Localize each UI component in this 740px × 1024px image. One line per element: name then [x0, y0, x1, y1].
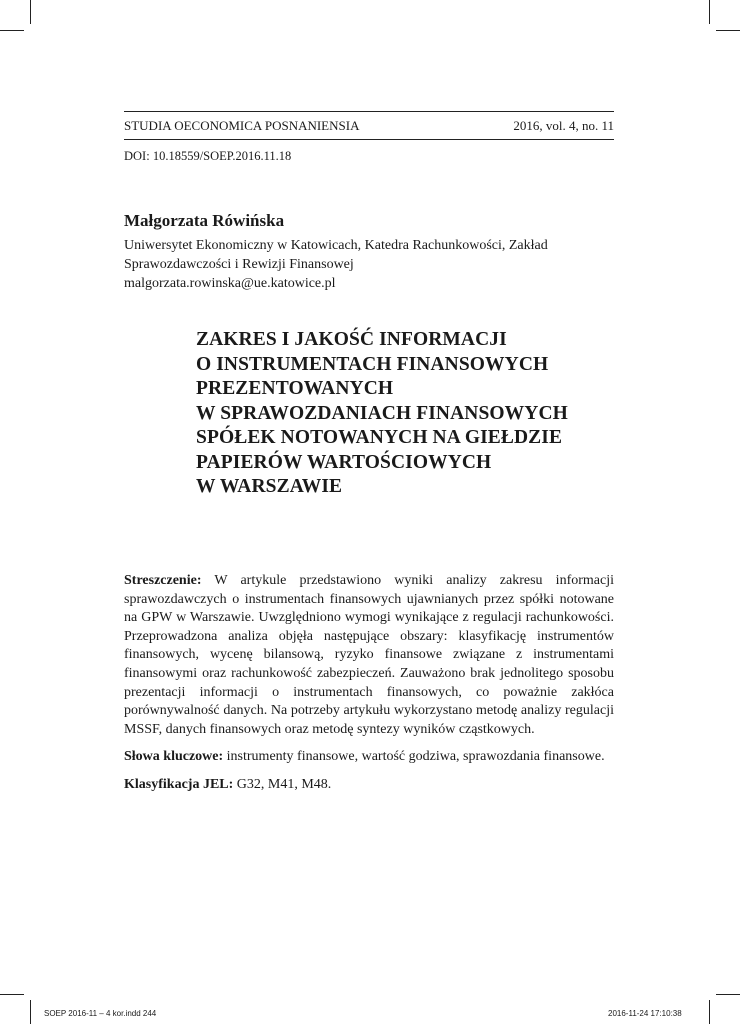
footer-timestamp: 2016-11-24 17:10:38	[608, 1009, 682, 1018]
crop-mark-bottom-left	[30, 1000, 31, 1024]
crop-mark-top-left	[30, 0, 31, 24]
jel-paragraph	[124, 776, 614, 795]
footer-file-info: SOEP 2016-11 – 4 kor.indd 244	[44, 1009, 157, 1018]
author-name: Małgorzata Rówińska	[124, 211, 285, 230]
abstract-text: W artykule przedstawiono wyniki analizy zakresu informacji sprawozdawczych o instrumentach finansowych ujawnianych przez spółki notowane na GPW w Warszawie. Uwzględniono wymogi wynikające z regulacji rachunkowości. Przeprowadzona analiza objęła następujące obszary: klasyfikację instrumentów finansowych, wycenę bilansową, ryzyko finansowe związane z instrumentami finansowymi oraz rachunkowość zabezpieczeń. Zauważono brak jednolitego sposobu prezentacji informacji o instrumentach finansowych, co poważnie zakłóca porównywalność danych. Na potrzeby artykułu wykorzystano metodę analizy regulacji MSSF, danych finansowych oraz metodę syntezy wyników cząstkowych.	[124, 573, 614, 737]
abstract-block	[124, 572, 614, 804]
header-rule-bottom	[124, 139, 614, 140]
title-line: W SPRAWOZDANIACH FINANSOWYCH	[196, 402, 568, 424]
keywords-text: instrumenty finansowe, wartość godziwa, sprawozdania finansowe.	[226, 749, 605, 765]
author-affiliation	[124, 236, 614, 293]
crop-mark-bottom-right	[709, 1000, 710, 1024]
running-header	[124, 118, 614, 134]
crop-mark-bottom-left-h	[0, 994, 24, 995]
crop-mark-top-right-h	[716, 30, 740, 31]
author-email: malgorzata.rowinska@ue.katowice.pl	[124, 276, 336, 291]
crop-mark-top-right	[709, 0, 710, 24]
jel-label: Klasyfikacja JEL:	[124, 776, 234, 792]
title-line: O INSTRUMENTACH FINANSOWYCH	[196, 353, 549, 375]
keywords-label: Słowa kluczowe:	[124, 749, 224, 765]
header-rule-top	[124, 111, 614, 112]
abstract-paragraph	[124, 572, 614, 739]
keywords-paragraph	[124, 748, 614, 767]
title-line: SPÓŁEK NOTOWANYCH NA GIEŁDZIE	[196, 427, 563, 448]
journal-name: STUDIA OECONOMICA POSNANIENSIA	[124, 118, 360, 133]
title-line: PREZENTOWANYCH	[196, 378, 394, 399]
crop-mark-top-left-h	[0, 30, 24, 31]
affiliation-line-1: Uniwersytet Ekonomiczny w Katowicach, Katedra Rachunkowości, Zakład	[124, 238, 548, 253]
crop-mark-bottom-right-h	[716, 994, 740, 995]
article-title	[196, 328, 614, 500]
title-line: ZAKRES I JAKOŚĆ INFORMACJI	[196, 329, 507, 350]
title-line: W WARSZAWIE	[196, 476, 343, 497]
jel-text: G32, M41, M48.	[236, 776, 332, 792]
journal-volume: 2016, vol. 4, no. 11	[513, 118, 614, 133]
title-line: PAPIERÓW WARTOŚCIOWYCH	[196, 451, 492, 473]
affiliation-line-2: Sprawozdawczości i Rewizji Finansowej	[124, 257, 354, 272]
abstract-label: Streszczenie:	[124, 573, 202, 588]
doi: DOI: 10.18559/SOEP.2016.11.18	[124, 149, 292, 163]
